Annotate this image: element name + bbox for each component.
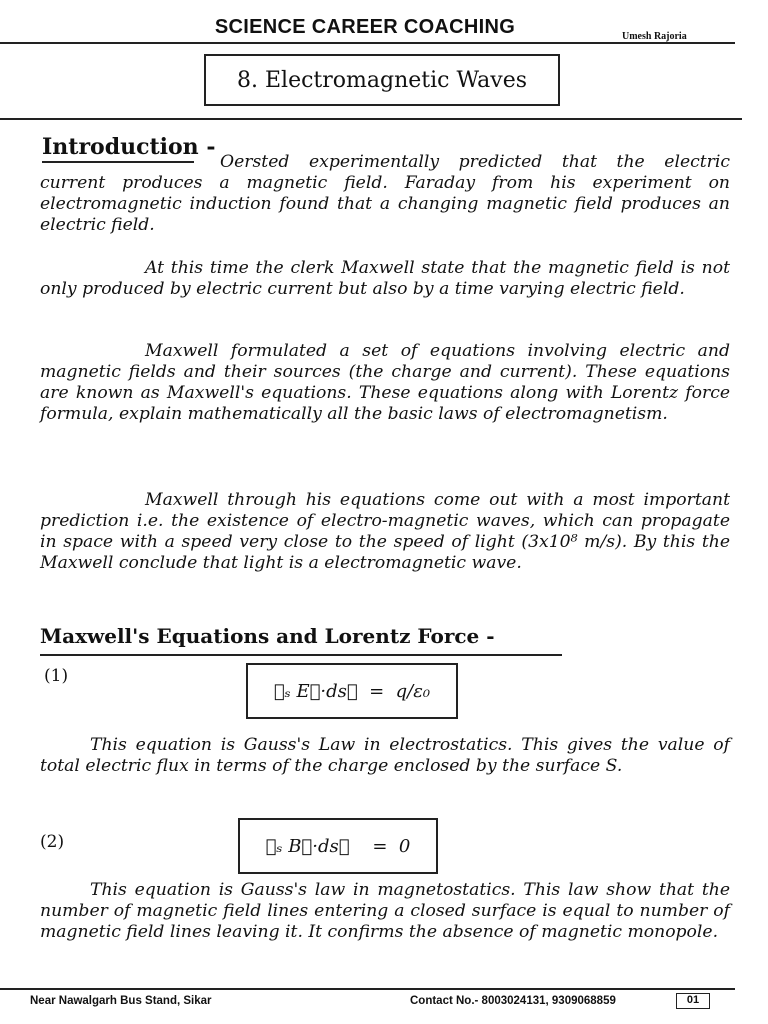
equation-2-number: (2) — [40, 832, 65, 852]
page-number: 01 — [676, 993, 710, 1009]
chapter-title-box — [204, 54, 560, 106]
equation-1-number: (1) — [44, 666, 69, 686]
chapter-title: 8. Electromagnetic Waves — [236, 67, 528, 93]
chapter-rule — [0, 118, 742, 120]
equation-1-box — [246, 663, 458, 719]
header-author: Umesh Rajoria — [622, 31, 687, 42]
equation-1-text: This equation is Gauss's Law in electrostatics. This gives the value of total electric flux in terms of the charge enclosed by the surface S. — [40, 735, 730, 776]
intro-paragraph-2: At this time the clerk Maxwell state that the magnetic field is not only produced by electric current but also by a time varying electric field. — [40, 258, 730, 299]
intro-paragraph-3: Maxwell formulated a set of equations involving electric and magnetic fields and their sources (the charge and current). These equations are known as Maxwell's equations. These equations along with Lorentz force formula, explain mathematically all the basic laws of electromagnetism. — [40, 341, 730, 424]
section-heading-underline — [40, 654, 562, 656]
footer-contact: Contact No.- 8003024131, 9309068859 — [410, 995, 616, 1007]
equation-2-formula: ∮ₛ B⃗·ds⃗ = 0 — [265, 835, 411, 857]
footer-rule — [0, 988, 735, 990]
header-rule — [0, 42, 735, 44]
intro-paragraph-1: Oersted experimentally predicted that the electric current produces a magnetic field. Faraday from his experiment on electromagnetic induction found that a changing magnetic field produces an electric field. — [40, 152, 730, 235]
equation-2-box — [238, 818, 438, 874]
equation-1-formula: ∮ₛ E⃗·ds⃗ = q/ε₀ — [273, 680, 431, 702]
header-title: SCIENCE CAREER COACHING — [214, 16, 516, 38]
footer-address: Near Nawalgarh Bus Stand, Sikar — [30, 995, 212, 1007]
intro-paragraph-4: Maxwell through his equations come out with a most important prediction i.e. the existence of electro-magnetic waves, which can propagate in space with a speed very close to the speed of light (3x10⁸ m/s). By this the Maxwell conclude that light is a electromagnetic wave. — [40, 490, 730, 573]
section-heading: Maxwell's Equations and Lorentz Force - — [40, 624, 495, 648]
intro-heading: Introduction - — [42, 134, 216, 160]
equation-2-text: This equation is Gauss's law in magnetostatics. This law show that the number of magnetic field lines entering a closed surface is equal to number of magnetic field lines leaving it. It confirms the absence of magnetic monopole. — [40, 880, 730, 942]
